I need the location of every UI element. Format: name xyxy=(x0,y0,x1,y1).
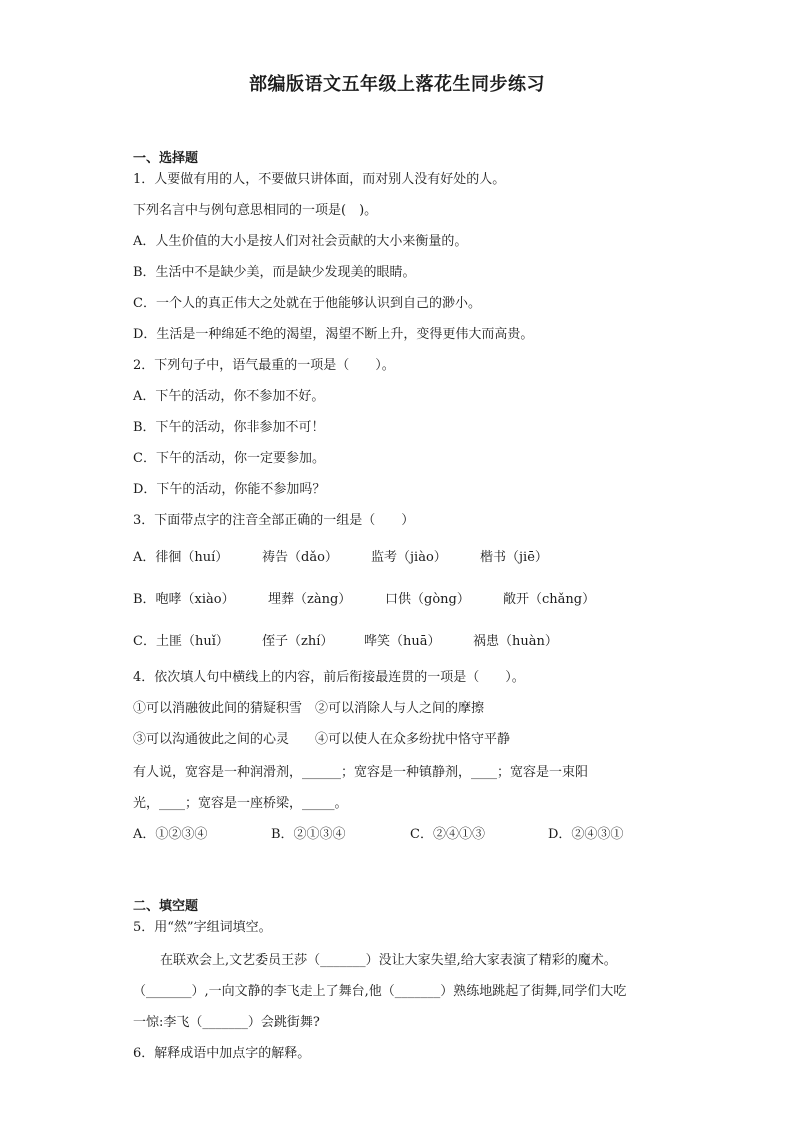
q2-option-b: B．下午的活动，你非参加不可！ xyxy=(133,420,325,435)
q4-items-line-1: ①可以消融彼此间的猜疑积雪 ②可以消除人与人之间的摩擦 xyxy=(133,701,485,716)
q3-option-c-word-2: 侄子（zhí） xyxy=(262,634,334,649)
q4-option-a: A．①②③④ xyxy=(133,827,208,842)
q3-option-b-word-1: B．咆哮（xiào） xyxy=(133,592,235,607)
q5-line-3: 一惊:李飞（_______）会跳街舞? xyxy=(133,1015,320,1030)
q3-option-a-word-3: 监考（jiào） xyxy=(371,550,447,565)
q1-option-c: C．一个人的真正伟大之处就在于他能够认识到自己的渺小。 xyxy=(133,296,481,311)
q6-stem: 6．解释成语中加点字的解释。 xyxy=(133,1046,311,1061)
q4-passage-line-2: 光，____；宽容是一座桥梁，_____。 xyxy=(133,796,348,811)
q5-stem: 5．用“然”字组词填空。 xyxy=(133,920,272,935)
q4-passage-line-1: 有人说，宽容是一种润滑剂，______；宽容是一种镇静剂，____；宽容是一束阳 xyxy=(133,765,589,780)
q3-stem: 3．下面带点字的注音全部正确的一组是（ ） xyxy=(133,513,415,528)
q3-option-a-word-1: A．徘徊（huí） xyxy=(133,550,229,565)
q1-option-b: B．生活中不是缺少美，而是缺少发现美的眼睛。 xyxy=(133,265,416,280)
q2-option-c: C．下午的活动，你一定要参加。 xyxy=(133,451,325,466)
q4-option-b: B．②①③④ xyxy=(271,827,346,842)
q2-stem: 2．下列句子中，语气最重的一项是（ ）。 xyxy=(133,358,395,373)
q1-prompt: 下列名言中与例句意思相同的一项是( )。 xyxy=(133,203,378,218)
q2-option-a: A．下午的活动，你不参加不好。 xyxy=(133,389,325,404)
q4-items-line-2: ③可以沟通彼此之间的心灵 ④可以使人在众多纷扰中恪守平静 xyxy=(133,732,511,747)
section-heading-choice: 一、选择题 xyxy=(133,151,199,166)
page-title: 部编版语文五年级上落花生同步练习 xyxy=(249,74,545,95)
section-heading-fill-in: 二、填空题 xyxy=(133,899,199,914)
q3-option-b-word-4: 敞开（chǎng） xyxy=(503,592,596,607)
q3-option-c-word-3: 哗笑（huā） xyxy=(364,634,441,649)
q3-option-c-word-4: 祸患（huàn） xyxy=(473,634,558,649)
q5-line-1: 在联欢会上,文艺委员王莎（_______）没让大家失望,给大家表演了精彩的魔术。 xyxy=(160,953,617,968)
q1-option-a: A．人生价值的大小是按人们对社会贡献的大小来衡量的。 xyxy=(133,234,468,249)
q3-option-c-word-1: C．土匪（huǐ） xyxy=(133,634,229,649)
q1-option-d: D．生活是一种绵延不绝的渴望，渴望不断上升，变得更伟大而高贵。 xyxy=(133,327,534,342)
q5-line-2: （_______）,一向文静的李飞走上了舞台,他（_______）熟练地跳起了街舞,同学们大吃 xyxy=(133,984,627,999)
q3-option-a-word-4: 楷书（jiē） xyxy=(480,550,548,565)
q3-option-b-word-2: 埋葬（zàng） xyxy=(268,592,352,607)
q4-stem: 4．依次填人句中横线上的内容，前后衔接最连贯的一项是（ ）。 xyxy=(133,670,525,685)
q3-option-b-word-3: 口供（gòng） xyxy=(385,592,470,607)
q1-stem: 1．人要做有用的人，不要做只讲体面，而对别人没有好处的人。 xyxy=(133,172,506,187)
q4-option-d: D．②④③① xyxy=(548,827,624,842)
q4-option-c: C．②④①③ xyxy=(410,827,485,842)
q3-option-a-word-2: 祷告（dǎo） xyxy=(262,550,338,565)
q2-option-d: D．下午的活动，你能不参加吗？ xyxy=(133,482,326,497)
